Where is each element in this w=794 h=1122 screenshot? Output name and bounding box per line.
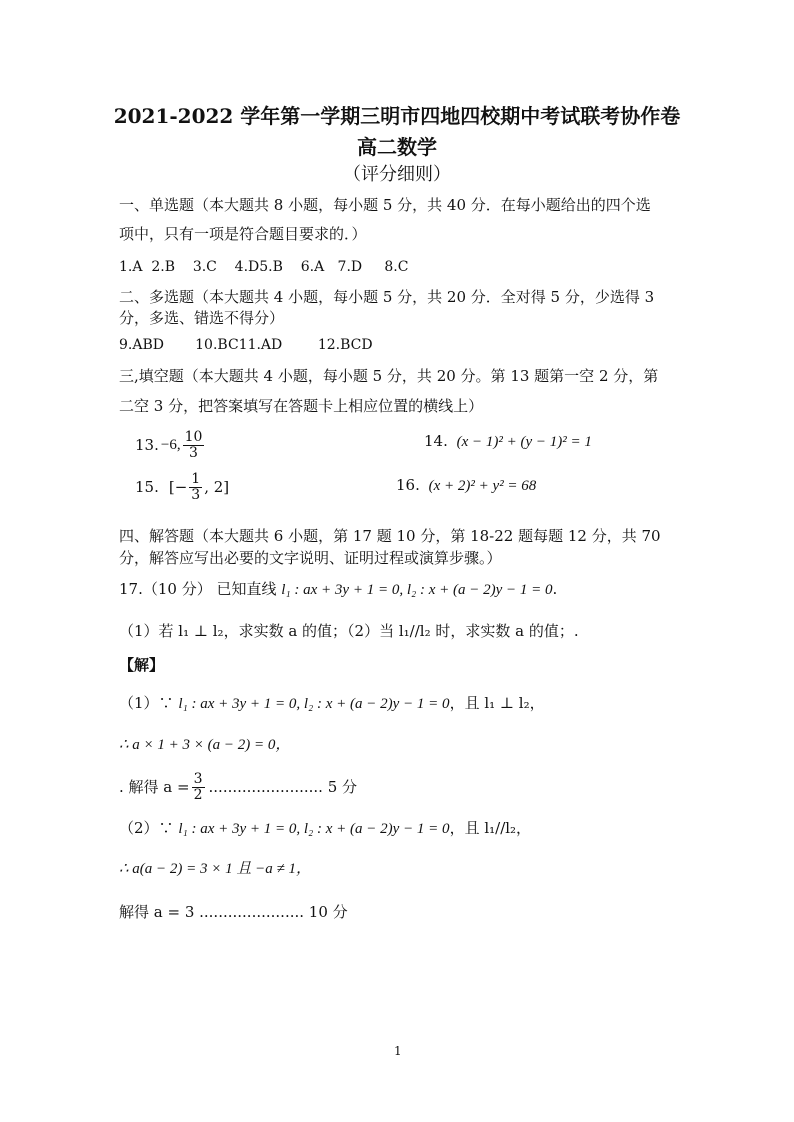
solution-step-6: 解得 a = 3 ...................... 10 分 [119,903,348,921]
exam-title: 2021-2022 学年第一学期三明市四地四校期中考试联考协作卷 [113,104,681,128]
question-17-stem [119,582,557,598]
page-number: 1 [394,1044,402,1058]
question-17-lines: l₁ : ax + 3y + 1 = 0, l₂ : x + (a − 2)y − 1 = 0 [281,582,553,598]
section1-answers: 1.A 2.B 3.C 4.D5.B 6.A 7.D 8.C [119,259,409,275]
solution-step-2: ∴ a × 1 + 3 × (a − 2) = 0， [119,737,291,753]
section2-heading-line2: 分，多选、错选不得分） [119,309,285,327]
answer-14 [424,434,592,450]
answer-14-expression: (x − 1)² + (y − 1)² = 1 [456,434,592,450]
solution-step-4-lines: l₁ : ax + 3y + 1 = 0, l₂ : x + (a − 2)y − 1 = 0 [178,821,450,837]
solution-step-3-fraction [192,772,205,802]
section3-heading-line2: 二空 3 分，把答案填写在答题卡上相应位置的横线上） [119,397,484,415]
answer-15-fraction [189,472,202,502]
section1-heading-line2: 项中，只有一项是符合题目要求的．） [119,225,367,243]
answer-13-denominator: 3 [189,444,198,461]
section2-heading-line1: 二、多选题（本大题共 4 小题，每小题 5 分，共 20 分．全对得 5 分，少选得 3 [119,288,655,306]
answer-15-close-bracket: , 2] [204,477,230,496]
solution-step-1-lines: l₁ : ax + 3y + 1 = 0, l₂ : x + (a − 2)y − 1 = 0 [178,696,450,712]
answer-16-label: 16. [396,476,420,494]
solution-step-1-prefix: （1）∵ [119,694,174,712]
solution-step-4-end: ，且 l₁//l₂， [449,819,532,837]
solution-label: 【解】 [119,656,165,674]
answer-13 [135,428,206,462]
answer-13-numerator: 10 [184,428,203,445]
subject-title: 高二数学 [357,135,437,159]
answer-16 [396,478,536,494]
answer-13-fraction [183,430,205,460]
section4-heading-line2: 分，解答应写出必要的文字说明、证明过程或演算步骤。） [119,549,502,567]
answer-13-label: 13. [135,435,159,454]
scoring-rubric-subtitle: （评分细则） [343,164,451,185]
solution-step-4 [119,821,531,837]
answer-14-label: 14. [424,432,448,450]
answer-15 [135,470,229,504]
question-17-prefix: 17.（10 分） 已知直线 [119,580,277,598]
solution-step-1-end: ，且 l₁ ⊥ l₂， [449,694,545,712]
answer-16-expression: (x + 2)² + y² = 68 [428,478,537,494]
solution-step-5: ∴ a(a − 2) = 3 × 1 且 −a ≠ 1， [119,861,312,877]
answer-15-open-bracket: [− [168,477,188,496]
question-17-stem-end: . [552,580,558,598]
solution-step-4-prefix: （2）∵ [119,819,174,837]
section3-heading-line1: 三,填空题（本大题共 4 小题，每小题 5 分，共 20 分。第 13 题第一空 2 分，第 [119,367,659,385]
solution-step-3 [119,769,357,805]
section4-heading-line1: 四、解答题（本大题共 6 小题，第 17 题 10 分，第 18-22 题每题 12 分，共 70 [119,527,661,545]
solution-step-1 [119,696,545,712]
answer-13-value: −6, [160,436,181,453]
answer-15-numerator: 1 [191,470,201,487]
question-17-parts: （1）若 l₁ ⊥ l₂，求实数 a 的值；（2）当 l₁//l₂ 时，求实数 a 的值；. [119,622,579,640]
answer-15-denominator: 3 [191,486,201,503]
section2-answers: 9.ABD 10.BC11.AD 12.BCD [119,337,373,353]
section1-heading-line1: 一、单选题（本大题共 8 小题，每小题 5 分，共 40 分．在每小题给出的四个选 [119,196,651,214]
solution-step-3-numerator: 3 [193,770,203,787]
solution-step-3-denominator: 2 [193,786,203,803]
answer-15-label: 15. [135,477,159,496]
solution-step-3-prefix: . 解得 a = [119,777,190,796]
solution-step-3-score: ........................ 5 分 [208,777,358,796]
